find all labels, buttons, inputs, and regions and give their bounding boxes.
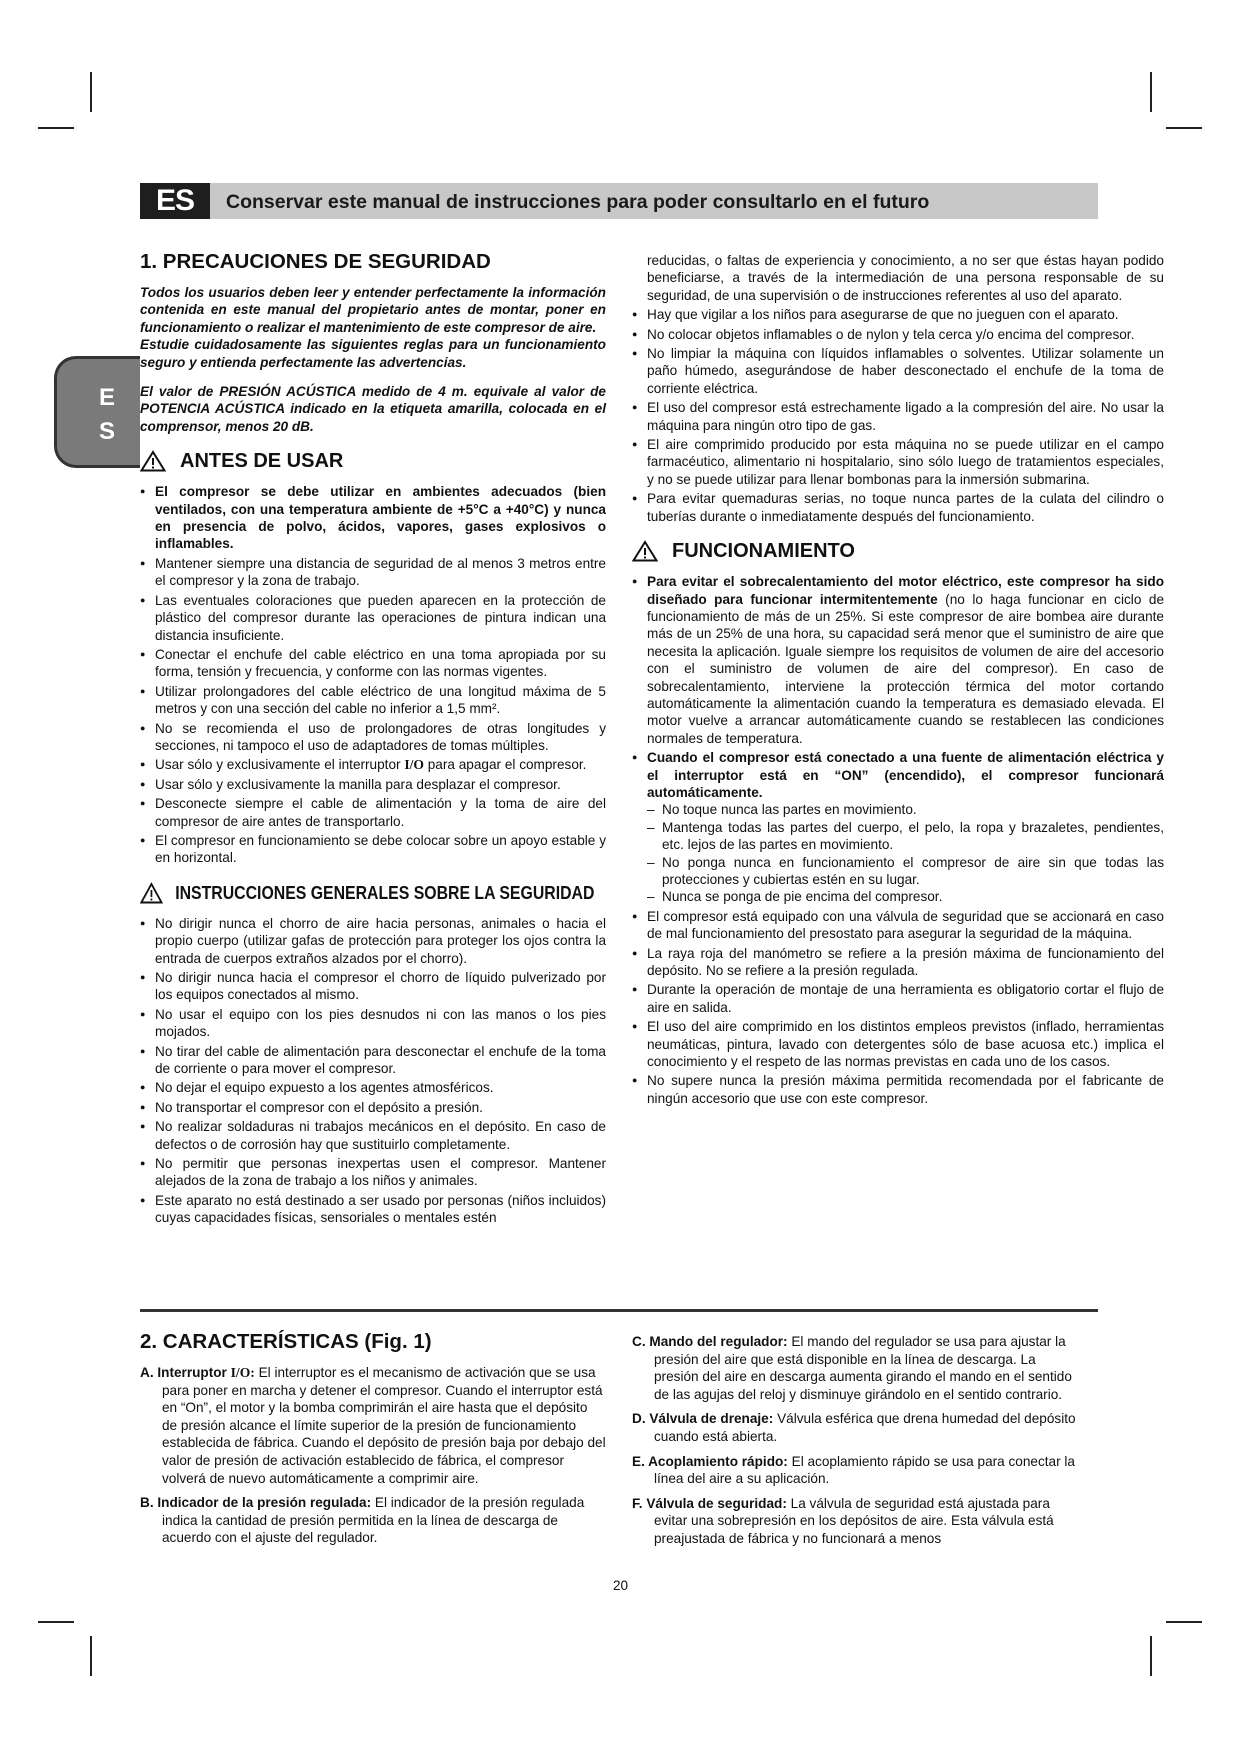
crop-mark <box>1166 127 1202 129</box>
io-symbol: I/O <box>404 757 424 773</box>
section-title: 1. PRECAUCIONES DE SEGURIDAD <box>140 250 491 273</box>
header-title: Conservar este manual de instrucciones para poder consultarlo en el futuro <box>226 191 930 213</box>
right-column <box>632 252 1164 1109</box>
list-item-bold-text: Para evitar el sobrecalentamiento del motor eléctrico, este compresor ha sido diseñado para funcionar intermitentemente <box>647 574 1164 607</box>
list-item <box>140 756 606 773</box>
feature-text: El indicador de la presión regulada indica la cantidad de presión permitida en la línea de descarga de acuerdo con el ajuste del regulador. <box>162 1495 585 1546</box>
dash-list <box>647 801 1164 905</box>
list-item: ● El uso del aire comprimido en los distintos empleos previstos (inflado, herramientas neumáticas, pintura, lavado con detergentes sólo de base acuosa etc.) implica el conocimiento y el respeto de las normas previstas en cada uno de los casos. <box>632 1018 1164 1070</box>
language-code: ES <box>140 183 210 219</box>
dash-item: – Nunca se ponga de pie encima del compresor. <box>647 888 1164 905</box>
intro-paragraph: Todos los usuarios deben leer y entender perfectamente la información contenida en este manual del propietario antes de montar, poner en funcionamiento o realizar el mantenimiento de este compresor de aire. <box>140 285 606 335</box>
list-item: ● No colocar objetos inflamables o de nylon y tela cerca y/o encima del compresor. <box>632 326 1164 343</box>
bullet-list <box>140 483 606 867</box>
feature-text: Válvula esférica que drena humedad del depósito cuando está abierta. <box>654 1411 1076 1444</box>
list-item: ● El aire comprimido producido por esta máquina no se puede utilizar en el campo farmacéutico, alimentario ni hospitalario, sino sólo luego de tratamientos especiales, y no se puede utilizar para llenar bombonas para la inmersión submarina. <box>632 436 1164 488</box>
list-item: ● No transportar el compresor con el depósito a presión. <box>140 1099 606 1116</box>
list-item: ● Las eventuales coloraciones que pueden aparecen en la protección de plástico del compresor durante las operaciones de pintura indican una distancia insuficiente. <box>140 592 606 644</box>
list-item: ● No realizar soldaduras ni trabajos mecánicos en el depósito. En caso de defectos o de corrosión hay que sustituirlo completamente. <box>140 1118 606 1153</box>
dash-item: – No ponga nunca en funcionamiento el compresor de aire sin que todas las protecciones y cubiertas estén en su lugar. <box>647 854 1164 889</box>
dash-item: – Mantenga todas las partes del cuerpo, el pelo, la ropa y brazaletes, pendientes, etc. lejos de las partes en movimiento. <box>647 819 1164 854</box>
feature-text: El interruptor es el mecanismo de activación que se usa para poner en marcha y detener el compresor. Cuando el interruptor está en “On”, el motor y la bomba comprimirán el aire hasta que el depósito de presión alcance el límite superior de la presión de funcionamiento establecida de fábrica. Cuando el depósito de presión baja por debajo del valor de presión de activación establecido de fábrica, el compresor volverá de nuevo automáticamente a comprimir aire. <box>162 1365 606 1486</box>
list-item: ● Hay que vigilar a los niños para asegurarse de que no jueguen con el aparato. <box>632 306 1164 323</box>
feature-text: La válvula de seguridad está ajustada para evitar una sobrepresión en los depósitos de aire. Esta válvula está preajustada de fábrica y no funcionará a menos <box>654 1495 1054 1546</box>
subsection-title-text: INSTRUCCIONES GENERALES SOBRE LA SEGURIDAD <box>175 882 595 903</box>
subsection-title <box>632 539 1164 563</box>
list-item: ● La raya roja del manómetro se refiere a la presión máxima de funcionamiento del depósito. No se refiere a la presión regulada. <box>632 945 1164 980</box>
feature-item <box>632 1333 1082 1403</box>
warning-icon <box>140 882 163 904</box>
subsection-title <box>140 449 606 473</box>
feature-item <box>632 1453 1082 1488</box>
warning-icon <box>140 450 166 472</box>
subsection-title <box>140 881 595 905</box>
feature-key: B. Indicador de la presión regulada: <box>140 1495 372 1511</box>
feature-text: El mando del regulador se usa para ajustar la presión del aire que está disponible en la línea de descarga. La presión del aire en descarga aumenta girando el mando en el sentido de las agujas del reloj y disminuye girándolo en el sentido contrario. <box>654 1334 1072 1402</box>
intro-paragraph: Estudie cuidadosamente las siguientes reglas para un funcionamiento seguro y entienda perfectamente las advertencias. <box>140 337 606 370</box>
dash-item: – No toque nunca las partes en movimiento. <box>647 801 1164 818</box>
list-item: ● Mantener siempre una distancia de seguridad de al menos 3 metros entre el compresor y la zona de trabajo. <box>140 555 606 590</box>
features-left-column <box>140 1330 606 1554</box>
feature-item <box>632 1495 1082 1548</box>
list-item: ● No dirigir nunca el chorro de aire hacia personas, animales o hacia el propio cuerpo (utilizar gafas de protección para proteger los ojos contra la entrada de cuerpos extraños alzados por el chorro). <box>140 915 606 967</box>
language-side-tab <box>54 356 140 468</box>
list-item: ● No tirar del cable de alimentación para desconectar el enchufe de la toma de corriente o para mover el compresor. <box>140 1043 606 1078</box>
list-item: ● Utilizar prolongadores del cable eléctrico de una longitud máxima de 5 metros y con una sección del cable no inferior a 1,5 mm². <box>140 683 606 718</box>
feature-key: F. Válvula de seguridad: <box>632 1495 787 1511</box>
list-item: ● El compresor en funcionamiento se debe colocar sobre un apoyo estable y en horizontal. <box>140 832 606 867</box>
list-item: ● El compresor se debe utilizar en ambientes adecuados (bien ventilados, con una temperatura ambiente de +5°C a +40°C) y nunca en presencia de polvo, ácidos, vapores, gases explosivos o inflamables. <box>140 483 606 553</box>
bullet-list <box>632 306 1164 525</box>
feature-key: D. Válvula de drenaje: <box>632 1411 774 1427</box>
continued-paragraph: reducidas, o faltas de experiencia y conocimiento, a no ser que éstas hayan podido beneficiarse, a través de la intermediación de una persona responsable de su seguridad, de una supervisión o de instrucciones referentes al uso del aparato. <box>647 253 1164 303</box>
list-item: ● Usar sólo y exclusivamente la manilla para desplazar el compresor. <box>140 776 606 793</box>
list-item-text: Usar sólo y exclusivamente el interruptor <box>155 757 401 773</box>
crop-mark <box>1150 1636 1152 1676</box>
feature-item <box>140 1494 606 1547</box>
intro-paragraph: El valor de PRESIÓN ACÚSTICA medido de 4 m. equivale al valor de POTENCIA ACÚSTICA indicado en la etiqueta amarilla, colocada en el comprensor, menos 20 dB. <box>140 384 606 434</box>
bullet-list <box>140 915 606 1227</box>
io-symbol: I/O: <box>230 1365 255 1380</box>
list-item-text: (no lo haga funcionar en ciclo de funcionamiento de más de un 25%. Si este compresor de aire bombea aire durante más de un 25% de una hora, su capacidad será menor que el suministro de aire que necesita la aplicación. Iguale siempre los requisitos de volumen de aire del accesorio con el suministro de volumen de aire del compresor). En caso de sobrecalentamiento, interviene la protección térmica del motor cortando automáticamente la alimentación cuando la temperatura es demasiado elevada. El motor vuelve a arrancar automáticamente cuando se restablecen las condiciones normales de temperatura. <box>647 591 1164 746</box>
side-tab-letter: S <box>99 418 116 445</box>
side-tab-letter: E <box>99 384 116 411</box>
list-item: ● El uso del compresor está estrechamente ligado a la compresión del aire. No usar la máquina para ningún otro tipo de gas. <box>632 399 1164 434</box>
left-column <box>140 250 606 1229</box>
subsection-title-text: ANTES DE USAR <box>180 450 344 473</box>
crop-mark <box>38 127 74 129</box>
subsection-title-text: FUNCIONAMIENTO <box>672 540 855 563</box>
list-item-bold-text: Cuando el compresor está conectado a una fuente de alimentación eléctrica y el interruptor está en “ON” (encendido), el compresor funcionará automáticamente. <box>647 750 1164 800</box>
feature-item <box>140 1364 606 1487</box>
crop-mark <box>38 1621 74 1623</box>
list-item: ● Desconecte siempre el cable de alimentación y la toma de aire del compresor de aire antes de transportarlo. <box>140 795 606 830</box>
crop-mark <box>1166 1621 1202 1623</box>
list-item <box>632 749 1164 906</box>
list-item: ● No limpiar la máquina con líquidos inflamables o solventes. Utilizar solamente un paño húmedo, asegurándose de haber desconectado el enchufe de la toma de corriente eléctrica. <box>632 345 1164 397</box>
bullet-list <box>632 573 1164 1107</box>
list-item-text: para apagar el compresor. <box>427 757 587 773</box>
list-item: ● No dejar el equipo expuesto a los agentes atmosféricos. <box>140 1079 606 1096</box>
page-number: 20 <box>612 1578 629 1593</box>
list-item: ● No permitir que personas inexpertas usen el compresor. Mantener alejados de la zona de trabajo a los niños y animales. <box>140 1155 606 1190</box>
list-item: ● El compresor está equipado con una válvula de seguridad que se accionará en caso de mal funcionamiento del presostato para asegurar la seguridad de la máquina. <box>632 908 1164 943</box>
list-item: ● No se recomienda el uso de prolongadores de otras longitudes y secciones, ni tampoco el uso de adaptadores de tomas múltiples. <box>140 720 606 755</box>
list-item: ● No usar el equipo con los pies desnudos ni con las manos o los pies mojados. <box>140 1006 606 1041</box>
list-item: ● Para evitar quemaduras serias, no toque nunca partes de la culata del cilindro o tuberías durante o inmediatamente después del funcionamiento. <box>632 490 1164 525</box>
warning-icon <box>632 540 658 562</box>
list-item: ● No dirigir nunca hacia el compresor el chorro de líquido pulverizado por los equipos conectados al mismo. <box>140 969 606 1004</box>
crop-mark <box>90 72 92 112</box>
crop-mark <box>90 1636 92 1676</box>
list-item: ● Este aparato no está destinado a ser usado por personas (niños incluidos) cuyas capacidades físicas, sensoriales o mentales estén <box>140 1192 606 1227</box>
section-divider <box>140 1309 1098 1312</box>
feature-item <box>632 1410 1082 1445</box>
list-item: ● Durante la operación de montaje de una herramienta es obligatorio cortar el flujo de aire en salida. <box>632 981 1164 1016</box>
list-item: ● Conectar el enchufe del cable eléctrico en una toma apropiada por su forma, tensión y frecuencia, y conforme con las normas vigentes. <box>140 646 606 681</box>
list-item <box>632 573 1164 747</box>
feature-key: E. Acoplamiento rápido: <box>632 1453 788 1469</box>
feature-key: A. Interruptor <box>140 1365 227 1380</box>
section-title: 2. CARACTERÍSTICAS (Fig. 1) <box>140 1330 432 1353</box>
feature-key: C. Mando del regulador: <box>632 1334 788 1349</box>
crop-mark <box>1150 72 1152 112</box>
features-right-column <box>632 1333 1082 1555</box>
list-item: ● No supere nunca la presión máxima permitida recomendada por el fabricante de ningún accesorio que use con este compresor. <box>632 1072 1164 1107</box>
feature-text: El acoplamiento rápido se usa para conectar la línea del aire a su aplicación. <box>654 1453 1075 1487</box>
